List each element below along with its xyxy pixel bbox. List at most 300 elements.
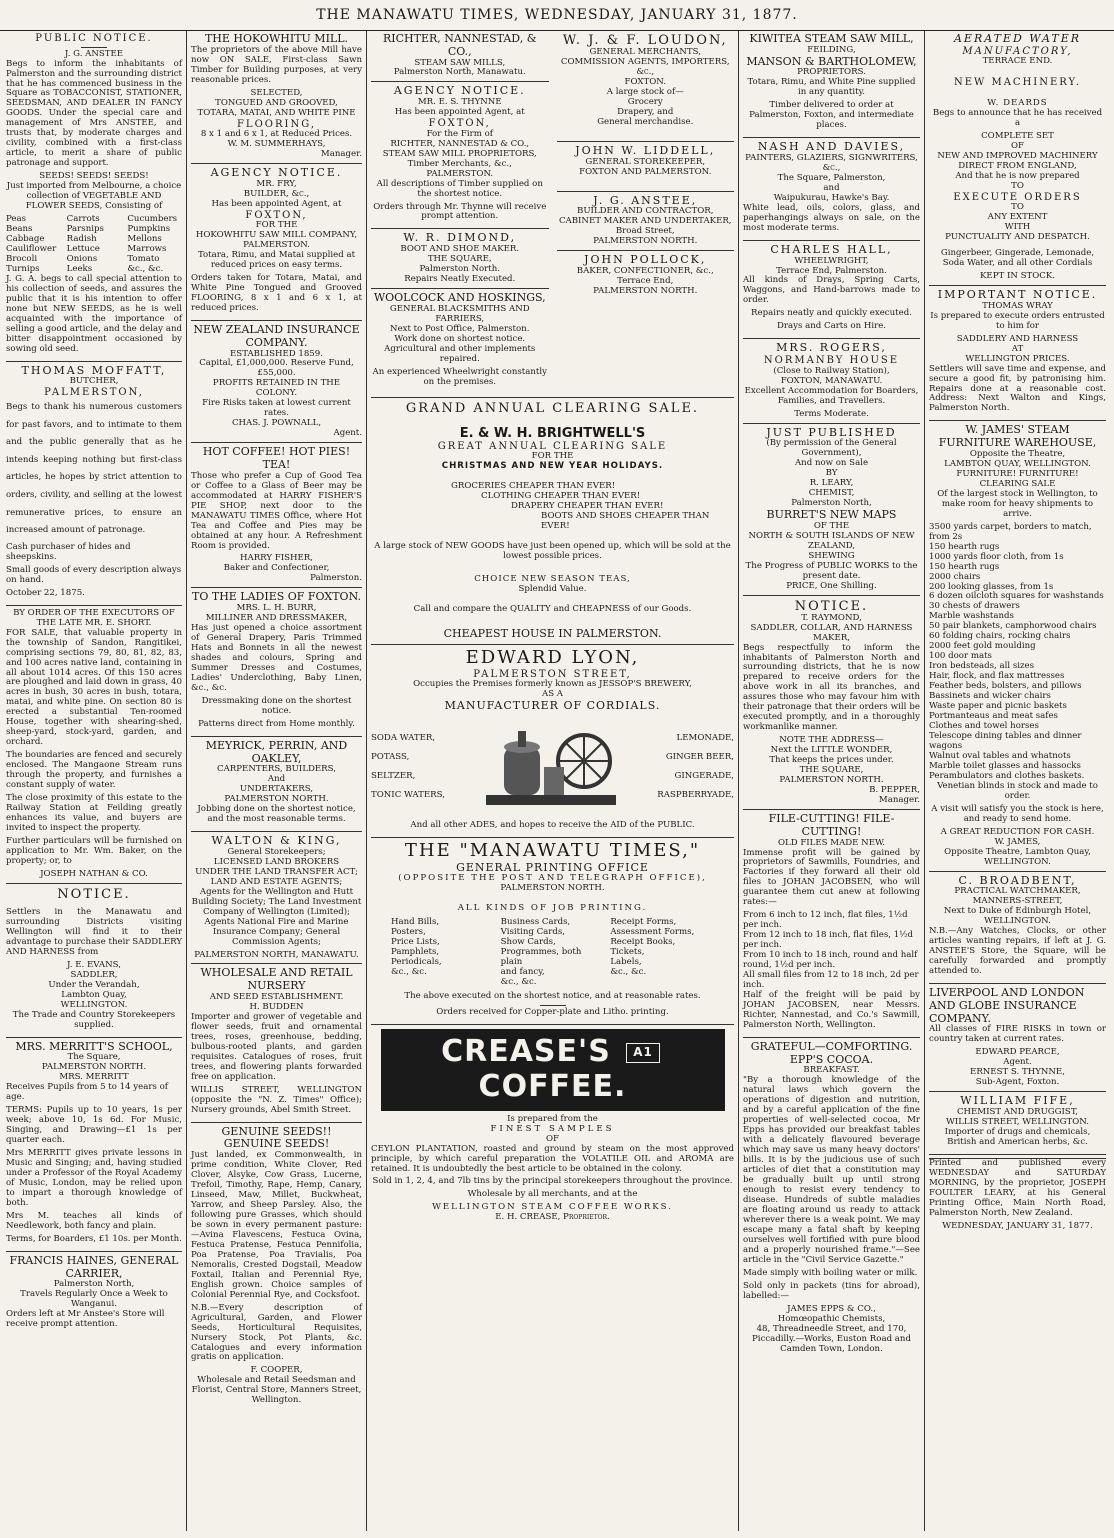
ad-line: PROPRIETORS. (797, 67, 866, 78)
ad-line: Opposite the Theatre, (969, 448, 1066, 459)
seed-item: Brocoli (6, 253, 38, 264)
ad-heading: NASH AND DAVIES, (757, 140, 906, 154)
ad-line: WELLINGTON. (984, 856, 1051, 867)
ad-heading: WOOLCOCK AND HOSKINGS, (373, 291, 546, 305)
ad-body: J. G. A. begs to call special attention to his collection of seeds, and assures the public that it is his intention to offer none but NEW SEEDS, as he is well acquainted with the importance of selling a good article, and the delay and bitter disappointment occasioned by sowing old seed. (6, 273, 182, 354)
ad-fisher (191, 446, 362, 588)
list-item: &c., &c. (500, 977, 537, 988)
ad-line: Occupies the Premises formerly known as JESSOP'S BREWERY, (413, 679, 692, 690)
ad-line: TERRACE END. (982, 56, 1053, 67)
ad-name: MRS. MERRITT (59, 1072, 129, 1083)
ad-line: NORTH & SOUTH ISLANDS OF NEW ZEALAND, (748, 530, 915, 551)
ad-body: The close proximity of this estate to the Railway Station at Feilding greatly enhances its value, and buyers are invited to inspect the property. (6, 793, 182, 834)
ad-walton-king (191, 835, 362, 964)
ad-line: Fire Risks taken at lowest current rates. (202, 398, 351, 419)
ad-line: FLOORING, (236, 118, 316, 130)
ad-heading: W. JAMES' STEAM FURNITURE WAREHOUSE, (938, 423, 1097, 450)
ad-heading: AGENCY NOTICE. (210, 166, 343, 180)
ad-name: EPP'S COCOA. (789, 1052, 874, 1066)
list-item: All small files from 12 to 18 inch, 2d per inch. (743, 970, 919, 991)
ad-heading: J. G. ANSTEE, (593, 193, 698, 207)
ad-line: GREAT ANNUAL CLEARING SALE (437, 440, 668, 452)
ad-body: Drays and Carts on Hire. (776, 321, 887, 332)
ad-body: Those who prefer a Cup of Good Tea or Coffee to a Glass of Beer may be accommodated at HARRY FISHER'S PIE SHOP, next door to the MANAWATU TIMES Office, where Hot Tea and Coffee and Pies may be obtained at any hour. A Refreshment Room is provided. (191, 470, 362, 551)
ad-broadbent (929, 875, 1106, 984)
printing-job-lists (391, 918, 714, 988)
ad-body: Sold only in packets (tins for abroad), labelled:— (743, 1280, 920, 1301)
ad-body: Begs to thank his numerous customers for past favors, and to intimate to them and the public generally that as he intends keeping nothing but first-class articles, he hopes by strict attention to orders, civility, and selling at the lowest remunerative prices, to ensure an increased amount of patronage. (6, 401, 182, 536)
ad-line: WHEELWRIGHT, (794, 255, 869, 266)
ad-line: CLOTHING CHEAPER THAN EVER! (481, 491, 641, 502)
ad-line: CLEARING SALE (979, 478, 1056, 489)
ad-moffatt (6, 365, 182, 606)
ad-line: The Progress of PUBLIC WORKS to the present date. (745, 560, 918, 581)
ad-name: J. E. EVANS, (67, 959, 121, 970)
cordials-left-list (371, 729, 445, 805)
ad-line: PROFITS RETAINED IN THE COLONY. (212, 378, 341, 399)
ad-body: Small goods of every description always on hand. (6, 564, 182, 585)
ad-line: TOTARA, MATAI, AND WHITE PINE (197, 107, 356, 118)
ad-name: HARRY FISHER, (240, 553, 313, 564)
ad-place: Palmerston North, (791, 498, 872, 509)
ad-merritt-school (6, 1041, 182, 1252)
ad-heading: GRATEFUL—COMFORTING. (750, 1039, 913, 1053)
ad-fry-agency (191, 167, 362, 321)
ad-kiwitea (743, 33, 920, 138)
seed-item: Carrots (66, 214, 100, 225)
ad-body: The above executed on the shortest notice, and at reasonable rates. (404, 991, 701, 1002)
ad-body: Importer of drugs and chemicals, British and American herbs, &c. (944, 1126, 1091, 1147)
list-item: Receipt Books, (610, 937, 676, 948)
ad-line: LICENSED LAND BROKERS (213, 856, 340, 867)
ad-line: A GREAT REDUCTION FOR CASH. (940, 826, 1095, 837)
ad-line: WELLINGTON. (984, 916, 1051, 927)
ad-body: Call and compare the QUALITY and CHEAPNESS of our Goods. (413, 603, 692, 614)
ad-line: OF (545, 1133, 559, 1144)
masthead (0, 0, 1114, 31)
ad-line: 48, Threadneedle Street, and 170, Piccadilly.—Works, Euston Road and Camden Town, London. (752, 1323, 911, 1354)
list-item: &c., &c. (391, 967, 427, 978)
furniture-item: Marble toilet glasses and hassocks (929, 760, 1081, 771)
ad-name: F. COOPER, (250, 1365, 303, 1376)
ad-line: Under the Verandah, (48, 979, 140, 990)
ad-hall (743, 244, 920, 340)
list-item: From 6 inch to 12 inch, flat files, 1½d per inch. (743, 910, 908, 931)
ad-thynne-agency (371, 85, 549, 229)
ad-line: The Square, Palmerston, (777, 172, 886, 183)
ad-line: Next to Duke of Edinburgh Hotel, (943, 906, 1092, 917)
ad-body: Begs to inform the inhabitants of Palmerston and the surrounding district that he has commenced business in the Square as TOBACCONIST, STATIONER, SEEDSMAN, AND DEALER IN FANCY GOODS. Under the special care and management of Mrs ANSTEE, and trusts that, by moderate charges and civility, combined with a first-class article, to merit a share of public patronage and support. (6, 58, 182, 169)
ad-trade: SADDLER, (70, 969, 118, 980)
ad-body: All kinds of Drays, Spring Carts, Waggons, and Hand-barrows made to order. (743, 275, 920, 306)
seed-item: Peas (6, 214, 27, 225)
imprint-date: WEDNESDAY, JANUARY 31, 1877. (942, 1220, 1093, 1231)
ad-line: Broad Street, (615, 226, 675, 237)
ad-line: Waipukurau, Hawke's Bay. (773, 192, 890, 203)
ad-trade: SADDLER, COLLAR, AND HARNESS MAKER, (750, 622, 913, 643)
ad-line: Next to Post Office, Palmerston. (390, 323, 530, 334)
ad-line: PRACTICAL WATCHMAKER, (954, 886, 1081, 897)
ad-line: DIRECT FROM ENGLAND, (958, 160, 1077, 171)
ad-name: MR. E. S. THYNNE (417, 97, 502, 108)
ad-line: Manager. (878, 795, 920, 806)
ad-line: EXECUTE ORDERS (953, 191, 1082, 203)
ad-body: Mrs MERRITT gives private lessons in Music and Singing; and, having studied under a Professor of the Royal Academy of Music, London, may be relied upon to impart a thorough knowledge of both. (6, 1148, 182, 1208)
ad-body: Made simply with boiling water or milk. (743, 1267, 918, 1278)
banner-text: CREASE'S (441, 1034, 611, 1070)
ad-body: Venetian blinds in stock and made to order. (937, 780, 1098, 801)
column-3b (557, 33, 735, 397)
ad-body: WILLIS STREET, WELLINGTON (opposite the "N. Z. Times" Office); Nursery grounds, Abel Smith Street. (191, 1084, 362, 1115)
ad-body: Excellent Accommodation for Boarders, Families, and Travellers. (744, 385, 919, 406)
seed-item: Parsnips (66, 224, 104, 235)
ad-line: CHRISTMAS AND NEW YEAR HOLIDAYS. (441, 461, 664, 472)
column-4 (739, 31, 925, 1531)
furniture-item: 30 chests of drawers (929, 601, 1020, 612)
ad-line: CABINET MAKER AND UNDERTAKER, (558, 216, 732, 227)
seed-item: Cucumbers (127, 214, 178, 225)
ad-woolcock (371, 292, 549, 394)
ad-cooper-seeds (191, 1126, 362, 1410)
ad-line: GENERAL PRINTING OFFICE (456, 860, 649, 874)
ad-heading: THE HOKOWHITU MILL. (204, 32, 349, 45)
banner-text: COFFEE. (478, 1068, 627, 1104)
newspaper-page (0, 31, 1114, 1531)
ad-brightwell (371, 397, 734, 645)
list-item: RASPBERRYADE, (657, 789, 734, 800)
column-3 (367, 31, 739, 1531)
ad-role: Agent. (333, 428, 362, 439)
ad-line: The Square, (67, 1052, 121, 1063)
ad-line: For the Firm of (426, 128, 493, 139)
ad-line: PALMERSTON NORTH. (41, 1062, 147, 1073)
ad-body: Just imported from Melbourne, a choice collection of VEGETABLE AND FLOWER SEEDS, Consisting of (6, 181, 182, 212)
ad-body: FOR SALE, that valuable property in the township of Sandon, Rangitikei, comprising sections 79, 80, 81, 82, 83, and 100 acres native land, containing in all about 1014 acres. Of this 150 acres are ploughed and laid down in grass, 40 acres in bush, 30 acres in bush, totara, matai, and white pine. On section 80 is erected a substantial Ten-roomed House, together with shearing-shed, sheep-yard, stock-yard, garden, and orchard. (6, 627, 182, 748)
ad-body: Half of the freight will be paid by JOHAN JACOBSEN, near Messrs. Richter, Nannestad, and Co.'s Sawmill, Palmerston North, Wellington. (743, 990, 920, 1030)
ad-meyrick (191, 740, 362, 832)
ad-body: Cash purchaser of hides and sheepskins. (6, 541, 131, 562)
furniture-item: 50 pair blankets, camphorwood chairs (929, 621, 1097, 632)
ad-role: Baker and Confectioner, (223, 563, 330, 574)
cordials-right-list (657, 729, 734, 805)
ad-role: Manager. (320, 149, 362, 160)
masthead-title: THE MANAWATU TIMES, WEDNESDAY, JANUARY 31, 1877. (316, 6, 798, 23)
ad-body: All descriptions of Timber supplied on the shortest notice. (376, 178, 543, 199)
ad-name: EDWARD PEARCE, (975, 1047, 1060, 1058)
ad-body: Timber delivered to order at Palmerston, Foxton, and intermediate places. (749, 100, 914, 131)
ad-heading: JUST PUBLISHED (766, 425, 897, 439)
seed-item: Radish (66, 234, 97, 245)
ad-line: OLD FILES MADE NEW. (777, 837, 886, 848)
seed-item: &c., &c. (127, 263, 164, 274)
ad-james-furniture (929, 424, 1106, 871)
ad-body: White lead, oils, colors, glass, and paperhangings always on sale, on the most moderate terms. (743, 202, 920, 233)
ad-place: FOXTON, (428, 118, 491, 130)
list-item: Tickets, (610, 947, 645, 958)
ad-place: FOXTON, (245, 209, 308, 221)
ad-line: BURRET'S NEW MAPS (766, 508, 897, 522)
ad-line: ESTABLISHED 1859. (230, 348, 323, 359)
ad-line: STEAM SAW MILL PROPRIETORS, (382, 148, 537, 159)
ad-body: Mrs M. teaches all kinds of Needlework, both fancy and plain. (6, 1210, 182, 1231)
ad-body: Work done on shortest notice. Agricultural and other implements repaired. (384, 333, 536, 364)
ad-line: PALMERSTON NORTH. (593, 285, 698, 296)
ad-line: BOOTS AND SHOES CHEAPER THAN EVER! (541, 511, 710, 532)
ad-crease-coffee (371, 1029, 734, 1226)
ad-line: BY (825, 468, 838, 479)
ad-role: Agent. (1003, 1057, 1032, 1068)
ad-heading: FILE-CUTTING! FILE-CUTTING! (768, 812, 895, 838)
ad-line: FOR THE (531, 451, 574, 462)
ad-name: THOMAS WRAY (982, 300, 1053, 311)
ad-agent: JOSEPH NATHAN & CO. (40, 868, 148, 879)
ad-line: RICHTER, NANNESTAD & CO., (390, 138, 530, 149)
ad-line: B. PEPPER, (869, 785, 920, 796)
ad-line: UNDERTAKERS, (239, 784, 314, 795)
seed-item: Leeks (66, 263, 93, 274)
ad-line: HOKOWHITU SAW MILL COMPANY, (195, 230, 358, 241)
ad-jacobsen (743, 813, 920, 1038)
seed-item: Onions (66, 253, 98, 264)
ad-line: CHEAPEST HOUSE IN PALMERSTON. (443, 626, 662, 640)
ad-body: TERMS: Pupils up to 10 years, 1s per week; above 10, 1s 6d. For Music, Singing, and Drawing—£1 1s per quarter each. (6, 1105, 182, 1146)
furniture-item: 200 looking glasses, from 1s (929, 581, 1054, 592)
column-5 (925, 31, 1110, 1531)
ad-trade: BOOT AND SHOE MAKER. (400, 244, 520, 255)
ad-line: LAMBTON QUAY, WELLINGTON. (944, 458, 1091, 469)
ad-liddell (557, 145, 735, 192)
list-item: Business Cards, (500, 917, 571, 928)
ad-haines (6, 1255, 182, 1336)
furniture-item: Perambulators and clothes baskets. (929, 770, 1085, 781)
ad-manawatu-printing (371, 841, 734, 1025)
list-item: TONIC WATERS, (371, 789, 445, 800)
ad-line: Opposite Theatre, Lambton Quay, (944, 846, 1091, 857)
ad-line: TONGUED AND GROOVED, (215, 97, 338, 108)
ad-raymond (743, 599, 920, 810)
list-item: From 10 inch to 18 inch, round and half round, 1½d per inch. (743, 950, 918, 971)
ad-rogers (743, 342, 920, 423)
seed-list (6, 215, 182, 275)
ad-line: STEAM SAW MILLS, (414, 57, 506, 68)
ad-line: FOXTON. (624, 76, 666, 87)
list-item: SELTZER, (371, 770, 416, 781)
ad-line: NEW MACHINERY. (953, 77, 1082, 89)
seed-item: Tomato (127, 253, 160, 264)
list-item: SODA WATER, (371, 733, 436, 744)
ad-line: Terrace End, Palmerston. (776, 265, 887, 276)
ad-line: FOXTON, MANAWATU. (780, 375, 883, 386)
ad-body: Wholesale by all merchants, and at the (467, 1189, 638, 1200)
ad-line: Travels Regularly Once a Week to Wanganui. (20, 1289, 168, 1310)
furniture-item: 2000 chairs (929, 571, 981, 582)
ad-lyon-cordials (371, 648, 734, 838)
job-list-1 (391, 918, 495, 988)
seed-item: Turnips (6, 263, 40, 274)
ad-heading: NEW ZEALAND INSURANCE COMPANY. (193, 323, 360, 349)
ad-name: MR. FRY, (256, 178, 297, 189)
ad-name: H. BUDDEN (249, 1001, 304, 1012)
list-item: LEMONADE, (676, 733, 734, 744)
furniture-item: Marble washstands (929, 611, 1014, 622)
ad-anstee-public-notice (6, 33, 182, 362)
ad-line: TO (1011, 202, 1024, 213)
ad-line: WELLINGTON STEAM COFFEE WORKS. (432, 1202, 673, 1213)
seed-item: Cabbage (6, 234, 45, 245)
ad-heading: NOTICE. (57, 886, 131, 902)
ad-line: Timber Merchants, &c., (407, 158, 512, 169)
list-item: Assessment Forms, (610, 927, 695, 938)
ad-line: MANUFACTORY, (962, 45, 1073, 57)
ad-name: W. JAMES, (994, 836, 1041, 847)
ad-nash-davies (743, 141, 920, 241)
list-item: GINGERADE, (674, 770, 734, 781)
ad-line: FEILDING, (807, 44, 856, 55)
furniture-item: 1000 yards floor cloth, from 1s (929, 551, 1064, 562)
ad-line: PALMERSTON STREET, (473, 668, 632, 680)
furniture-item: 3500 yards carpet, borders to match, from 2s (929, 521, 1092, 542)
ad-line: Palmerston North, (53, 1279, 135, 1290)
ad-heading: WALTON & KING, (211, 834, 342, 848)
ad-name: MRS. L. H. BURR, (236, 603, 317, 614)
ad-line: Splendid Value. (518, 584, 587, 594)
ad-leary (743, 427, 920, 596)
ad-line: PALMERSTON NORTH. (779, 775, 884, 786)
ad-line: OF (1010, 140, 1024, 151)
column-3-top (371, 33, 734, 397)
ad-body: Begs to announce that he has received a (932, 107, 1103, 128)
seed-item: Marrows (127, 244, 167, 254)
ad-place: Palmerston. (310, 573, 362, 584)
ad-name: W. M. SUMMERHAYS, (227, 139, 326, 150)
ad-role: Sub-Agent, Foxton. (975, 1077, 1060, 1088)
ad-line: BAKER, CONFECTIONER, &c., (576, 265, 714, 276)
ad-trade: BUILDER, &c., (243, 188, 310, 199)
ad-body: Immense profit will be gained by proprietors of Sawmills, Foundries, and Factories if they forward all their old files to JOHAN JACOBSEN, who will guarantee them cut anew at following rates:— (743, 847, 920, 908)
ad-line: (By permission of the General Government), (766, 438, 897, 459)
ad-body: And all other ADES, and hopes to receive the AID of the PUBLIC. (410, 819, 695, 830)
ad-dimond (371, 232, 549, 289)
ad-heading: C. BROADBENT, (958, 873, 1077, 887)
furniture-item: 150 hearth rugs (929, 561, 1000, 572)
ad-date: October 22, 1875. (6, 587, 85, 598)
list-item: Visiting Cards, (500, 927, 566, 938)
ad-body: Sold in 1, 2, 4, and 7lb tins by the principal storekeepers throughout the province. (372, 1176, 733, 1187)
ad-heading: W. J. & F. LOUDON, (562, 33, 728, 48)
ad-line: OF THE (813, 520, 850, 531)
ad-line: NEW AND IMPROVED MACHINERY (937, 150, 1098, 161)
ad-line: LAND AND ESTATE AGENTS; (210, 876, 343, 887)
ad-heading: LIVERPOOL AND LONDON AND GLOBE INSURANCE COMPANY. (929, 986, 1085, 1025)
ad-body: Settlers in the Manawatu and surrounding Districts visiting Wellington will find it to their advantage to purchase their SADDLERY AND HARNESS from (6, 906, 182, 957)
ad-line: UNDER THE LAND TRANSFER ACT; (195, 866, 358, 877)
ad-body: N.B.—Any Watches, Clocks, or other articles wanting repairs, if left at J. G. ANSTEE'S Store, the Square, will be carefully forwarded and promptly attended to. (929, 926, 1106, 977)
list-item: Posters, (391, 927, 426, 938)
ad-body: Begs respectfully to inform the inhabitants of Palmerston North and surrounding districts, that he is now prepared to receive orders for the above work in all its branches, and assures those who may favour him with their patronage that their orders will be executed promptly, and in a thoroughly workmanlike manner. (743, 642, 920, 733)
furniture-item: Bassinets and wicker chairs (929, 691, 1051, 702)
list-item: Programmes, both plain (500, 947, 582, 968)
ad-line: CARPENTERS, BUILDERS, (217, 764, 336, 775)
ad-line: PALMERSTON NORTH. (224, 794, 329, 805)
column-1 (2, 31, 187, 1531)
list-item: Hand Bills, (391, 917, 440, 928)
ad-line: Is prepared from the (507, 1113, 598, 1124)
ad-body: Further particulars will be furnished on application to Mr. Wm. Baker, on the property; or, to (6, 836, 182, 866)
ad-line: FINEST SAMPLES (490, 1123, 615, 1134)
ad-line: Lambton Quay, (61, 989, 127, 1000)
ad-heading: THOMAS MOFFATT, (21, 363, 167, 377)
ad-line: COMMISSION AGENTS, IMPORTERS, &c., (560, 57, 730, 78)
ad-heading: MEYRICK, PERRIN, AND OAKLEY, (205, 738, 348, 765)
ad-role: CHEMIST, (808, 488, 855, 499)
furniture-item: 60 folding chairs, rocking chairs (929, 631, 1071, 642)
ad-name: R. LEARY, (809, 478, 854, 489)
ad-heading: EDWARD LYON, (465, 646, 640, 668)
ad-body: A visit will satisfy you the stock is here, and ready to send home. (931, 803, 1104, 824)
ad-burr (191, 591, 362, 736)
ad-line: Terrace End, (617, 275, 674, 286)
ad-name: W. DEARDS (987, 97, 1048, 108)
list-item: Receipt Forms, (610, 917, 677, 928)
ad-line: THE SQUARE, (427, 254, 492, 265)
list-item: From 12 inch to 18 inch, flat files, 1½d per inch. (743, 930, 914, 951)
ad-line: Homœopathic Chemists, (777, 1313, 886, 1324)
ad-body: A large stock of— (606, 86, 684, 97)
ad-nz-insurance (191, 324, 362, 443)
furniture-item: Hair, flock, and flax mattresses (929, 671, 1065, 682)
ad-heading: AERATED WATER (953, 32, 1082, 45)
furniture-item: Clothes and towel horses (929, 721, 1039, 732)
ad-line: PALMERSTON NORTH. (593, 236, 698, 247)
ad-body: Orders taken for Totara, Matai, and White Pine Tongued and Grooved FLOORING, 8 x 1 and 6 x 1, at reduced prices. (191, 273, 362, 314)
list-item: Periodicals, (391, 957, 442, 968)
ad-line: MANSON & BARTHOLOMEW, (746, 54, 917, 68)
ad-line: NORMANBY HOUSE (763, 355, 900, 367)
ad-body: Gingerbeer, Gingerade, Lemonade, Soda Water, and all other Cordials (940, 248, 1095, 269)
ad-line: And (267, 774, 286, 785)
ad-line: Has been appointed Agent, at (394, 107, 525, 118)
furniture-list (929, 523, 1106, 782)
ad-body: Orders through Mr. Thynne will receive prompt attention. (373, 201, 547, 222)
ad-line: Has been appointed Agent, at (211, 198, 342, 209)
ad-line: WELLINGTON. (60, 999, 128, 1010)
ad-line: GENERAL STOREKEEPER, (585, 156, 706, 167)
ad-body: All classes of FIRE RISKS in town or country taken at current rates. (929, 1024, 1106, 1045)
ad-line: 8 x 1 and 6 x 1, at Reduced Prices. (200, 129, 353, 140)
furniture-item: Iron bedsteads, all sizes (929, 661, 1035, 672)
list-item: Grocery (627, 96, 663, 107)
ad-line: Palmerston North, Manawatu. (393, 67, 526, 78)
ad-line: General Storekeepers; (227, 846, 326, 857)
list-item: General merchandise. (597, 116, 694, 127)
list-item: Show Cards, (500, 937, 556, 948)
imprint (929, 1158, 1106, 1235)
ad-body: Has just opened a choice assortment of General Drapery, Paris Trimmed Hats and Bonnets in all the newest shades and colours, Spring and Summer Dresses and Costumes, Ladies' Underclothing, Baby Linen, &c., &c. (191, 623, 362, 693)
ad-heading: IMPORTANT NOTICE. (937, 288, 1098, 301)
ad-body: Dressmaking done on the shortest notice. (201, 695, 352, 716)
ad-line: WILLIS STREET, WELLINGTON. (946, 1116, 1089, 1127)
ad-line: PRICE, One Shilling. (786, 580, 877, 591)
ad-body: Just landed, ex Commonwealth, in prime condition, White Clover, Red Clover, Alsyke, Cow Grass, Lucerne, Trefoil, Timothy, Rape, Hemp, Canary, Linseed, Maw, Millet, Buckwheat, Yarrow, and Sheep Parsley. Also, the following pure Grasses, which should be sown in every permanent pasture:—Avina Flavescens, Festuca Ovina, Festuca Pratense, Festuca Pennifolia, Poa Pratense, Poa Travialis, Poa Nemoralis, Crested Dogstail, Meadow Foxtail, Italian and Perennial Rye, English grown. Choice samples of Colonial Perennial Rye, and Cocksfoot. (191, 1150, 362, 1300)
job-list-3 (610, 918, 714, 988)
ad-heading: AGENCY NOTICE. (393, 84, 526, 98)
ad-body: Importer and grower of vegetable and flower seeds, fruit and ornamental trees, roses, greenhouse, bedding, bulbous-rooted plants, and garden requisites. Catalogues of roses, fruit trees, and flowering plants forwarded free on application. (191, 1011, 362, 1082)
ad-line: MANUFACTURER OF CORDIALS. (444, 699, 661, 713)
list-item: &c., &c. (610, 967, 647, 978)
ad-line: Capital, £1,000,000. Reserve Fund, £55,000. (199, 358, 354, 379)
ad-line: And that he is now prepared (955, 170, 1080, 181)
job-list-2 (501, 918, 605, 988)
